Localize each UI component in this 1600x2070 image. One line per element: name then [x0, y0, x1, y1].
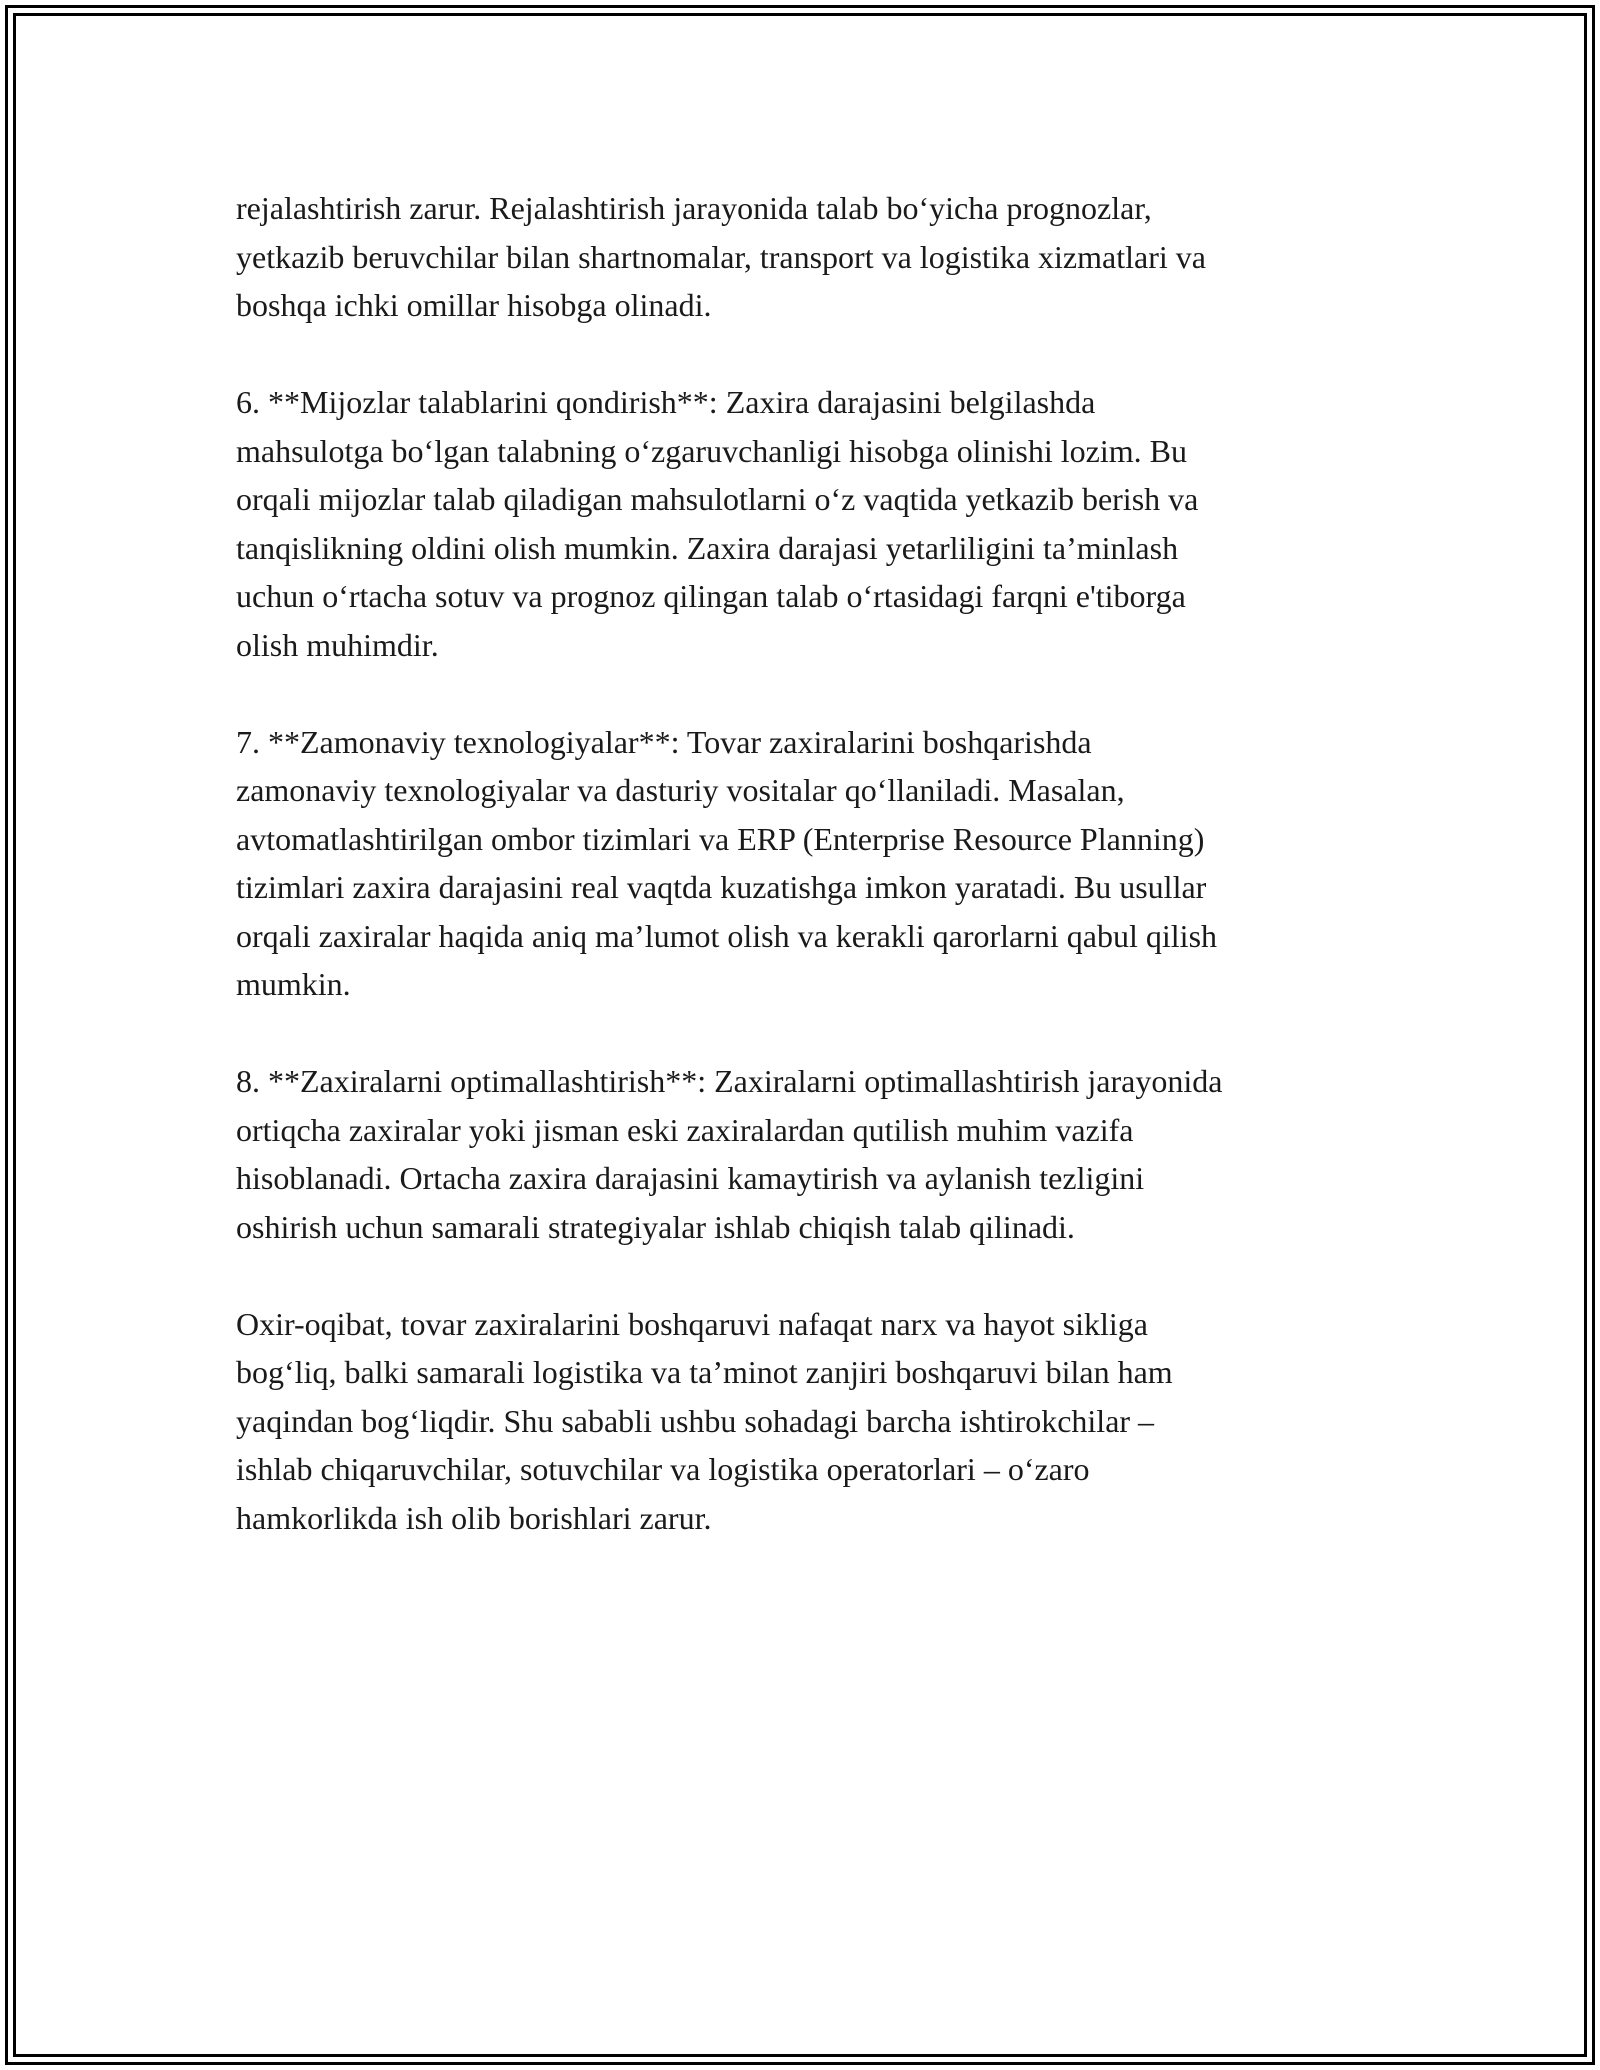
text-line: bog‘liq, balki samarali logistika va ta’minot zanjiri boshqaruvi bilan ham — [236, 1354, 1173, 1390]
text-line: ishlab chiqaruvchilar, sotuvchilar va logistika operatorlari – o‘zaro — [236, 1451, 1090, 1487]
text-line: rejalashtirish zarur. Rejalashtirish jarayonida talab bo‘yicha prognozlar, — [236, 190, 1152, 226]
text-line: 8. **Zaxiralarni optimallashtirish**: Zaxiralarni optimallashtirish jarayonida — [236, 1063, 1223, 1099]
text-line: mahsulotga bo‘lgan talabning o‘zgaruvchanligi hisobga olinishi lozim. Bu — [236, 432, 1187, 469]
text-line: orqali mijozlar talab qiladigan mahsulotlarni o‘z vaqtida yetkazib berish va — [236, 481, 1199, 517]
text-line: Oxir-oqibat, tovar zaxiralarini boshqaruvi nafaqat narx va hayot sikliga — [236, 1305, 1148, 1342]
paragraph-item-7 — [236, 718, 1376, 1009]
paragraph-planning-continuation — [236, 184, 1376, 330]
text-line: tizimlari zaxira darajasini real vaqtda kuzatishga imkon yaratadi. Bu usullar — [236, 869, 1207, 905]
text-line: orqali zaxiralar haqida aniq ma’lumot olish va kerakli qarorlarni qabul qilish — [236, 917, 1218, 954]
text-line: zamonaviy texnologiyalar va dasturiy vositalar qo‘llaniladi. Masalan, — [236, 772, 1125, 808]
text-line: tanqislikning oldini olish mumkin. Zaxira darajasi yetarliligini ta’minlash — [236, 529, 1179, 566]
text-line: 6. **Mijozlar talablarini qondirish**: Zaxira darajasini belgilashda — [236, 384, 1096, 420]
text-line: boshqa ichki omillar hisobga olinadi. — [236, 287, 712, 323]
text-line: ortiqcha zaxiralar yoki jisman eski zaxiralardan qutilish muhim vazifa — [236, 1111, 1134, 1148]
text-line: yetkazib beruvchilar bilan shartnomalar, transport va logistika xizmatlari va — [236, 238, 1206, 275]
text-line: yaqindan bog‘liqdir. Shu sababli ushbu sohadagi barcha ishtirokchilar – — [236, 1402, 1155, 1439]
text-line: 7. **Zamonaviy texnologiyalar**: Tovar zaxiralarini boshqarishda — [236, 723, 1092, 760]
text-line: oshirish uchun samarali strategiyalar ishlab chiqish talab qilinadi. — [236, 1208, 1075, 1245]
text-line: uchun o‘rtacha sotuv va prognoz qilingan talab o‘rtasidagi farqni e'tiborga — [236, 578, 1186, 614]
text-line: hamkorlikda ish olib borishlari zarur. — [236, 1499, 712, 1536]
text-line: mumkin. — [236, 966, 351, 1002]
text-line: avtomatlashtirilgan ombor tizimlari va ERP (Enterprise Resource Planning) — [236, 820, 1205, 857]
text-line: olish muhimdir. — [236, 626, 439, 663]
text-line: hisoblanadi. Ortacha zaxira darajasini kamaytirish va aylanish tezligini — [236, 1160, 1145, 1196]
document-body — [236, 184, 1376, 1591]
paragraph-conclusion — [236, 1300, 1376, 1543]
paragraph-item-8 — [236, 1057, 1376, 1251]
paragraph-item-6 — [236, 378, 1376, 669]
